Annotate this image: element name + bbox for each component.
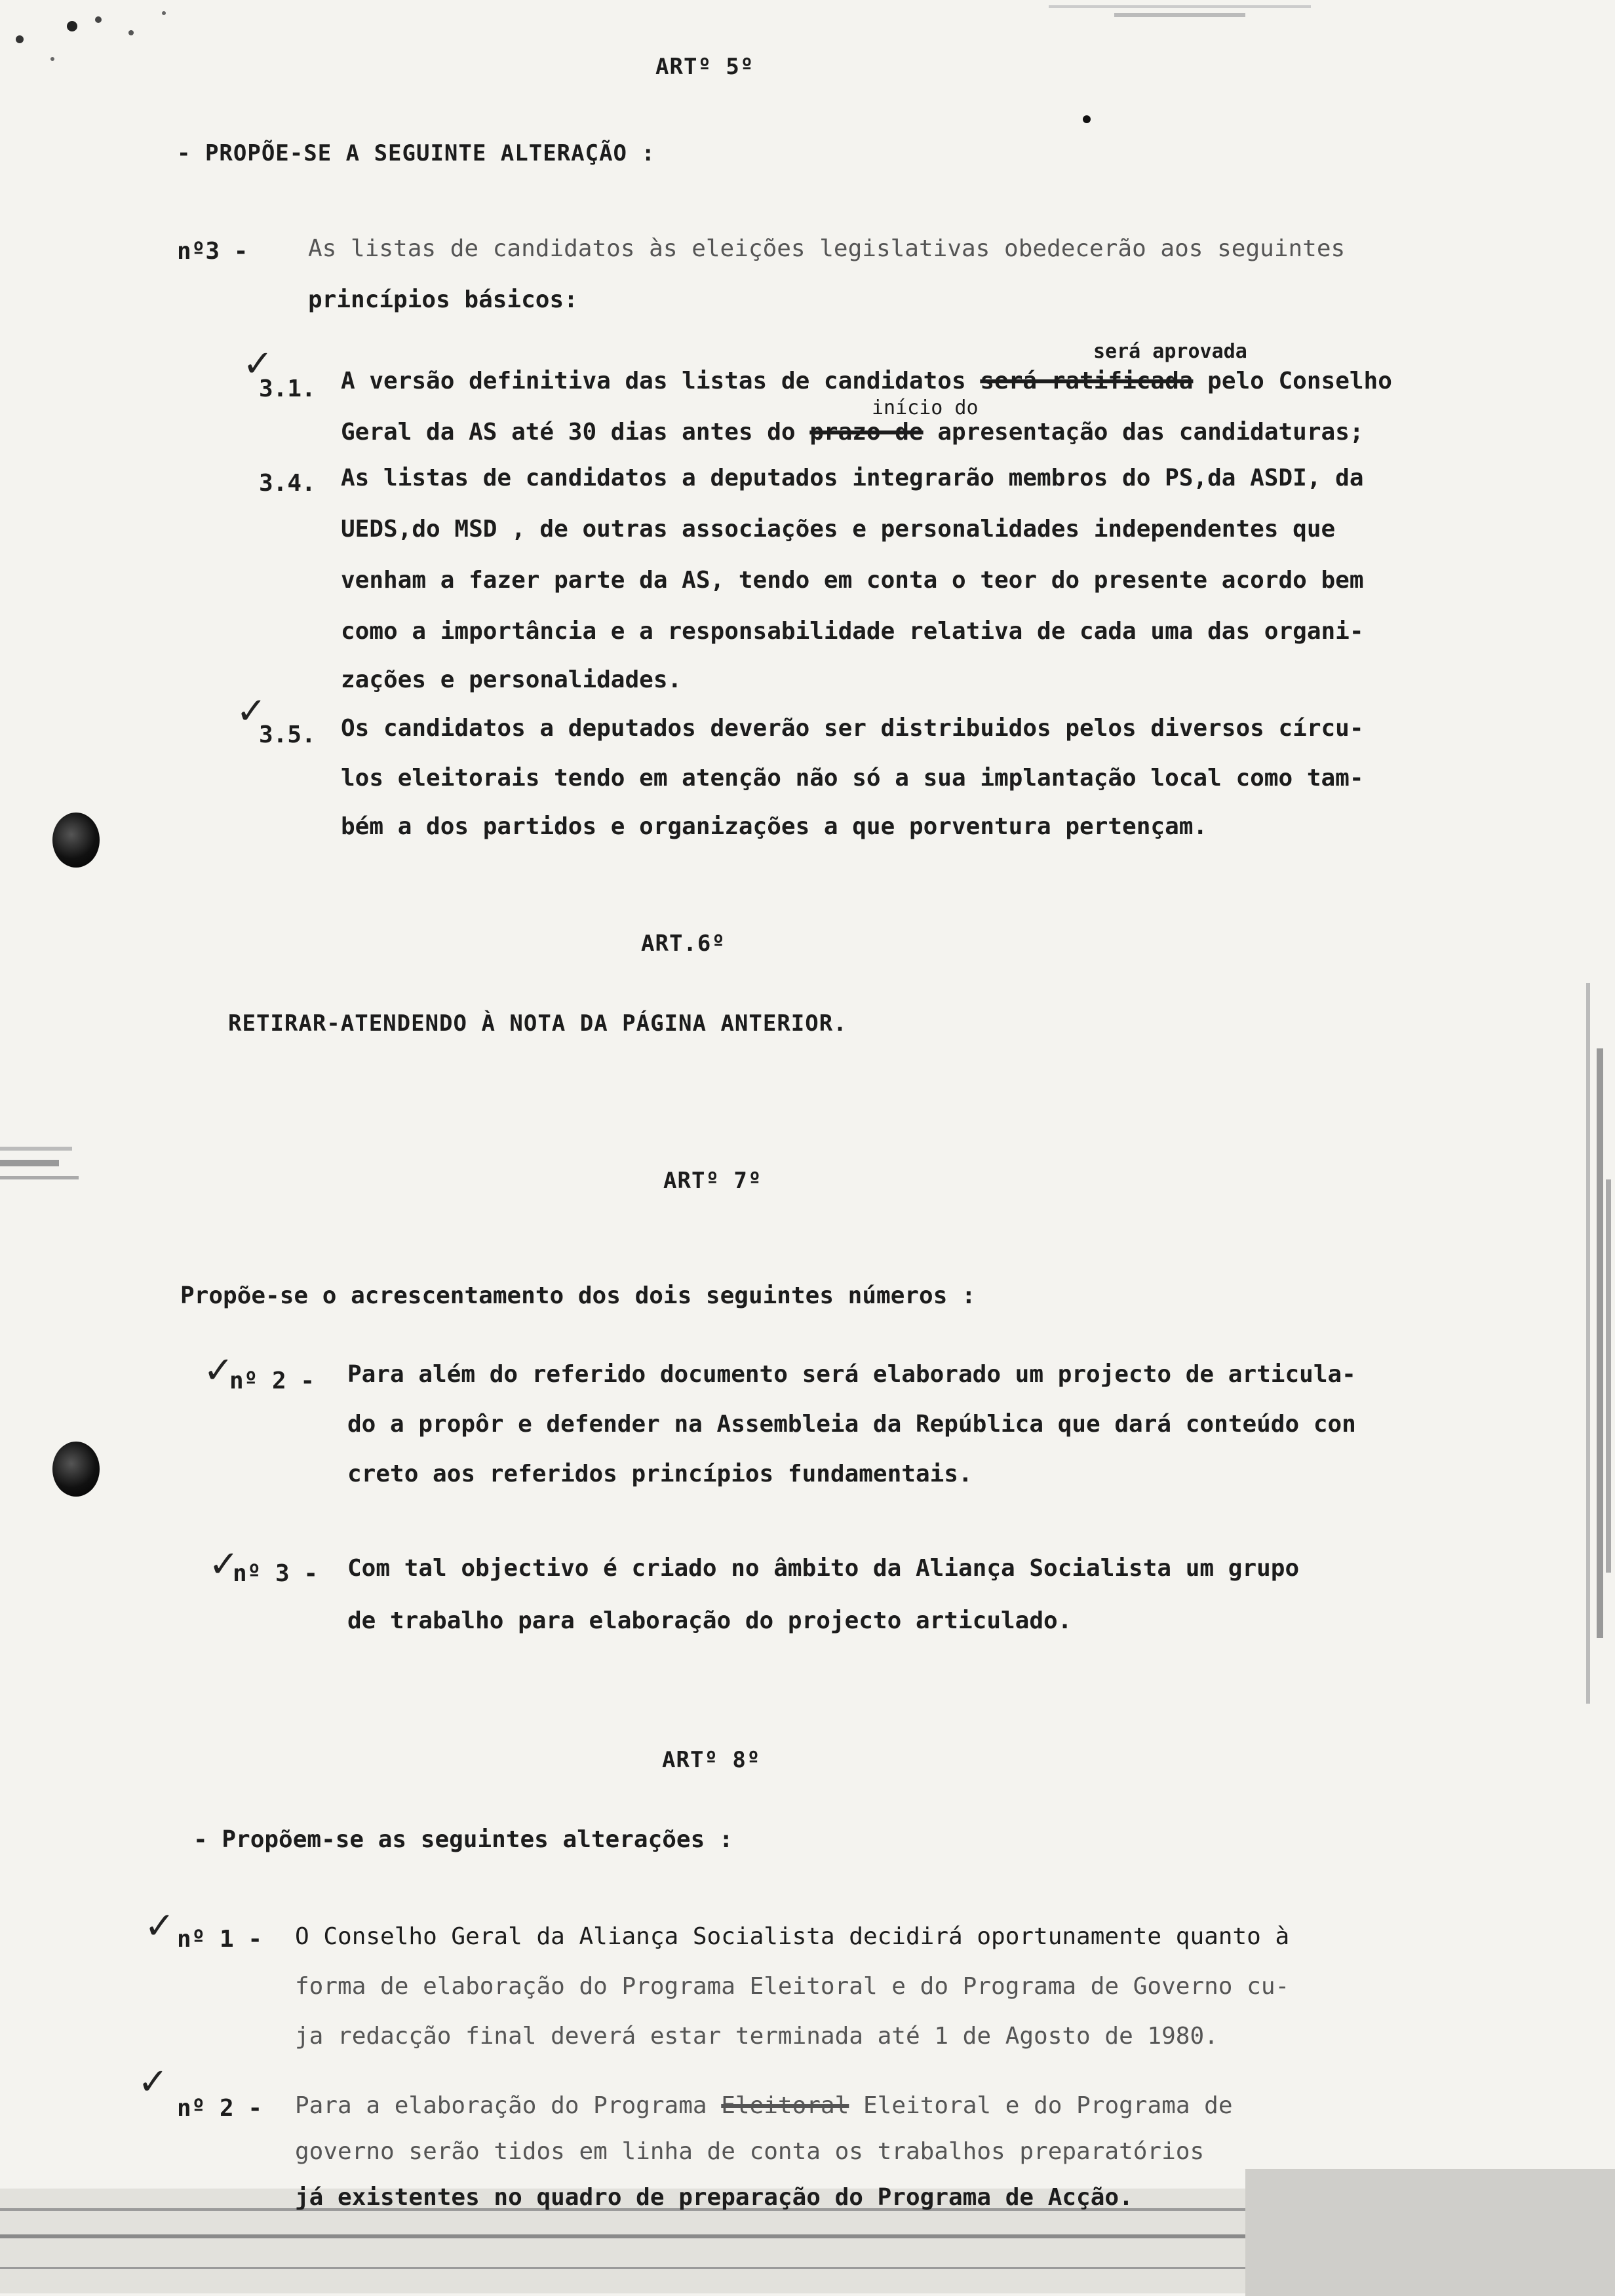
item31-line1-struck: será ratificada (980, 368, 1194, 394)
item35-line1: Os candidatos a deputados deverão ser distribuidos pelos diversos círcu- (341, 715, 1364, 742)
item31-line2-struck: prazo de (809, 419, 924, 446)
check-mark-icon: ✓ (138, 2061, 168, 2103)
item31-line2-b: apresentação das candidaturas; (937, 419, 1364, 446)
art8-n1-num: nº 1 - (177, 1926, 263, 1953)
art8-n2-line1-b: Eleitoral e do Programa de (863, 2092, 1233, 2119)
art8-intro: - Propõem-se as seguintes alterações : (193, 1826, 733, 1853)
item34-line1: As listas de candidatos a deputados integrarão membros do PS,da ASDI, da (341, 465, 1364, 491)
art6-text: RETIRAR-ATENDENDO À NOTA DA PÁGINA ANTERIOR. (228, 1010, 847, 1037)
ink-dot (1083, 115, 1091, 123)
art5-lead-line2: princípios básicos: (308, 286, 578, 313)
art7-n3-line1: Com tal objectivo é criado no âmbito da Aliança Socialista um grupo (347, 1555, 1300, 1582)
check-mark-icon: ✓ (203, 1349, 234, 1392)
item31-line1-b: pelo Conselho (1207, 368, 1392, 394)
art6-heading: ART.6º (641, 930, 726, 957)
check-mark-icon: ✓ (236, 690, 267, 733)
art5-intro: - PROPÕE-SE A SEGUINTE ALTERAÇÃO : (177, 140, 655, 166)
art7-n2-num: nº 2 - (229, 1368, 315, 1394)
art5-lead-line1: As listas de candidatos às eleições legislativas obedecerão aos seguintes (308, 235, 1346, 262)
art7-n2-line1: Para além do referido documento será elaborado um projecto de articula- (347, 1361, 1356, 1388)
item34-line2: UEDS,do MSD , de outras associações e personalidades independentes que (341, 516, 1336, 543)
item31-line1 (341, 367, 1392, 396)
scan-noise-top-left (0, 0, 223, 72)
check-mark-icon: ✓ (144, 1905, 175, 1947)
art8-n1-line1: O Conselho Geral da Aliança Socialista decidirá oportunamente quanto à (295, 1923, 1290, 1950)
item31-line2-a: Geral da AS até 30 dias antes do (341, 419, 796, 446)
art5-lead-num: nº3 - (177, 238, 248, 265)
item31-insert-line2: início do (872, 396, 979, 419)
item31-num: 3.1. (259, 375, 316, 402)
item35-num: 3.5. (259, 721, 316, 748)
item35-line2: los eleitorais tendo em atenção não só a sua implantação local como tam- (341, 765, 1364, 792)
scan-noise-right-edge (1580, 983, 1615, 1704)
art8-n2-line1 (295, 2092, 1233, 2120)
art7-intro: Propõe-se o acrescentamento dos dois seguintes números : (180, 1282, 976, 1309)
art8-n1-line3: ja redacção final deverá estar terminada até 1 de Agosto de 1980. (295, 2023, 1218, 2050)
scan-noise-left-edge (0, 1140, 79, 1199)
art8-n2-line3: já existentes no quadro de preparação do Programa de Acção. (295, 2184, 1133, 2211)
art8-heading: ARTº 8º (662, 1747, 761, 1773)
item34-line4: como a importância e a responsabilidade relativa de cada uma das organi- (341, 618, 1364, 645)
item31-line1-a: A versão definitiva das listas de candidatos (341, 368, 966, 394)
item34-line5: zações e personalidades. (341, 666, 682, 693)
art7-n3-num: nº 3 - (233, 1560, 319, 1587)
art8-n2-num: nº 2 - (177, 2095, 263, 2122)
art7-n2-line3: creto aos referidos princípios fundamentais. (347, 1461, 973, 1487)
art7-n2-line2: do a propôr e defender na Assembleia da República que dará conteúdo con (347, 1411, 1356, 1438)
item34-num: 3.4. (259, 470, 316, 497)
art8-n2-line2: governo serão tidos em linha de conta os trabalhos preparatórios (295, 2138, 1205, 2165)
item34-line3: venham a fazer parte da AS, tendo em conta o teor do presente acordo bem (341, 567, 1364, 594)
check-mark-icon: ✓ (243, 343, 273, 385)
item31-line2 (341, 418, 1364, 447)
scan-noise-top-center (1049, 0, 1311, 26)
art5-heading: ARTº 5º (655, 54, 754, 80)
art7-n3-line2: de trabalho para elaboração do projecto articulado. (347, 1607, 1072, 1634)
check-mark-icon: ✓ (208, 1543, 239, 1586)
art8-n2-line1-struck: Eleitoral (721, 2092, 849, 2119)
punch-hole-top (52, 813, 100, 868)
art7-heading: ARTº 7º (663, 1168, 762, 1194)
item31-insert-above: será aprovada (1093, 340, 1247, 363)
art8-n2-line1-a: Para a elaboração do Programa (295, 2092, 707, 2119)
art8-n1-line2: forma de elaboração do Programa Eleitoral e do Programa de Governo cu- (295, 1973, 1290, 2000)
punch-hole-bottom (52, 1442, 100, 1497)
item35-line3: bém a dos partidos e organizações a que porventura pertençam. (341, 813, 1208, 840)
